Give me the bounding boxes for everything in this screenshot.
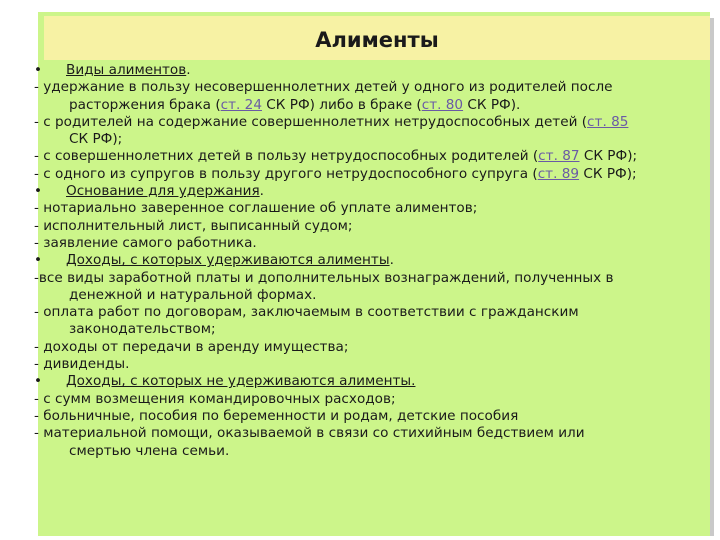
bullet-dot: •	[34, 252, 43, 269]
bullet-income-not-withheld	[34, 373, 694, 390]
slide-content	[34, 62, 694, 460]
list-item: - оплата работ по договорам, заключаемым в соответствии с гражданским	[34, 304, 579, 321]
bullet-heading: Виды алиментов	[66, 62, 187, 78]
law-link[interactable]: ст. 24	[220, 96, 262, 113]
bullet-heading: Доходы, с которых удерживаются алименты	[66, 252, 390, 269]
law-link[interactable]: ст. 85	[587, 113, 629, 130]
list-item-continuation: расторжения брака (ст. 24 СК РФ) либо в браке (ст. 80 СК РФ).	[69, 96, 521, 113]
list-item: - заявление самого работника.	[34, 234, 257, 251]
bullet-dot: •	[34, 62, 43, 78]
bullet-basis: • Основание для удержания.	[34, 183, 264, 200]
list-item: - с совершеннолетних детей в пользу нетрудоспособных родителей (ст. 87 СК РФ);	[34, 148, 638, 165]
list-item: - дивиденды.	[34, 356, 130, 373]
list-item: - с одного из супругов в пользу другого нетрудоспособного супруга (ст. 89 СК РФ);	[34, 165, 637, 182]
list-item: - с родителей на содержание совершеннолетних нетрудоспособных детей (ст. 85	[34, 113, 629, 130]
list-item-continuation: законодательством;	[69, 321, 216, 338]
bullet-dot: •	[34, 373, 43, 390]
list-item: - больничные, пособия по беременности и родам, детские пособия	[34, 407, 519, 424]
bullet-dot: •	[34, 183, 43, 200]
list-item-continuation: СК РФ);	[69, 131, 123, 148]
list-item: - удержание в пользу несовершеннолетних детей у одного из родителей после	[34, 79, 613, 96]
list-item: - с сумм возмещения командировочных расходов;	[34, 390, 396, 407]
law-link[interactable]: ст. 80	[421, 96, 464, 113]
list-item: -все виды заработной платы и дополнительных вознаграждений, полученных в	[34, 269, 614, 286]
list-item: - доходы от передачи в аренду имущества;	[34, 338, 349, 355]
law-link[interactable]: ст. 89	[537, 165, 580, 182]
list-item-continuation: денежной и натуральной формах.	[69, 286, 317, 303]
bullet-heading: Доходы, с которых не удерживаются алименты.	[66, 373, 416, 390]
bullet-heading: Основание для удержания	[66, 183, 260, 200]
bullet-income-withheld: • Доходы, с которых удерживаются алименты.	[34, 252, 394, 269]
slide-title: Алименты	[315, 28, 439, 52]
list-item: - нотариально заверенное соглашение об уплате алиментов;	[34, 200, 478, 217]
list-item: - материальной помощи, оказываемой в связи со стихийным бедствием или	[34, 425, 585, 442]
law-link[interactable]: ст. 87	[538, 148, 580, 165]
list-item-continuation: смертью члена семьи.	[69, 442, 230, 459]
list-item: - исполнительный лист, выписанный судом;	[34, 217, 353, 234]
bullet-types: • Виды алиментов.	[34, 62, 191, 78]
